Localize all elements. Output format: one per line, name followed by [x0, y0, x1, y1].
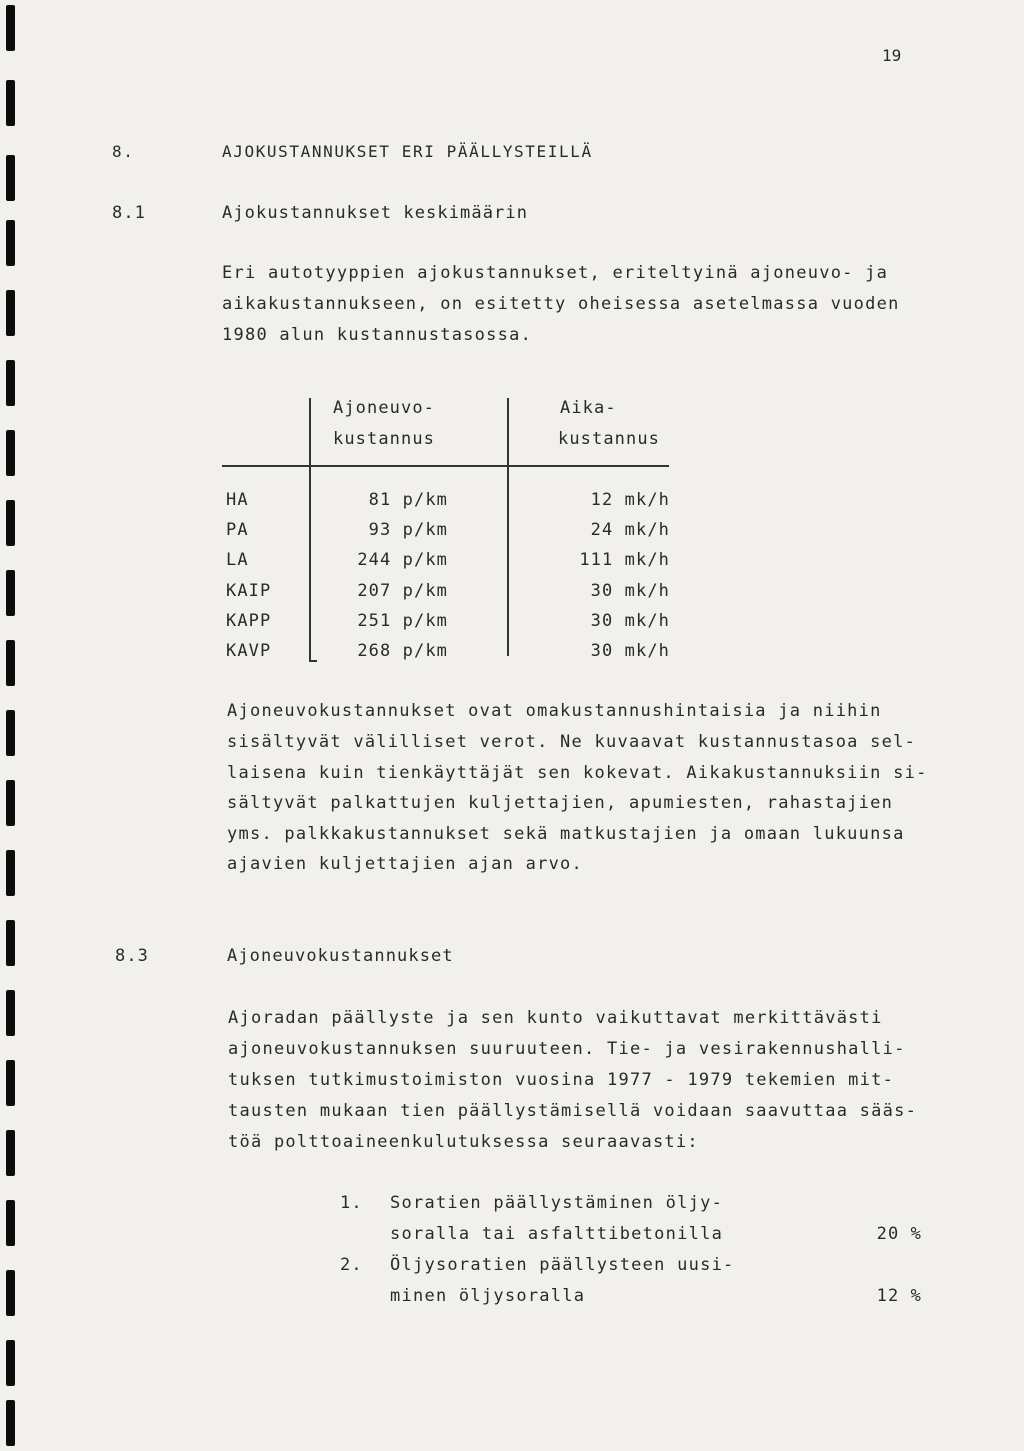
header-time-cost: Aika-	[560, 398, 617, 418]
binding-hole	[6, 920, 15, 966]
header-time-cost: kustannus	[558, 429, 661, 449]
paragraph-line: töä polttoaineenkulutuksessa seuraavasti:	[228, 1132, 699, 1152]
paragraph-line: tausten mukaan tien päällystämisellä voidaan saavuttaa sääs-	[228, 1101, 918, 1121]
list-item-text: minen öljysoralla	[390, 1286, 586, 1306]
intro-line: aikakustannukseen, on esitetty oheisessa asetelmassa vuoden	[222, 294, 900, 314]
binding-hole	[6, 360, 15, 406]
header-vehicle-cost: kustannus	[333, 429, 436, 449]
row-vehicle-cost: 81 p/km	[368, 490, 448, 510]
binding-hole	[6, 710, 15, 756]
binding-hole	[6, 430, 15, 476]
paragraph-line: yms. palkkakustannukset sekä matkustajien ja omaan lukuunsa	[227, 824, 905, 844]
table-divider-left	[309, 398, 311, 661]
list-item-text: Öljysoratien päällysteen uusi-	[390, 1255, 735, 1275]
table-divider-right	[507, 398, 509, 656]
paragraph-line: Ajoneuvokustannukset ovat omakustannushintaisia ja niihin	[227, 701, 882, 721]
binding-hole	[6, 1340, 15, 1386]
list-item-text: Soratien päällystäminen öljy-	[390, 1193, 724, 1213]
binding-hole	[6, 1400, 15, 1446]
table-corner-mark	[309, 660, 317, 662]
binding-hole	[6, 1200, 15, 1246]
row-type: KAPP	[226, 611, 272, 631]
row-type: LA	[226, 550, 249, 570]
subsection-number: 8.1	[112, 203, 147, 223]
row-vehicle-cost: 244 p/km	[357, 550, 448, 570]
row-vehicle-cost: 251 p/km	[357, 611, 448, 631]
row-type: KAIP	[226, 581, 272, 601]
row-time-cost: 12 mk/h	[590, 490, 670, 510]
binding-hole	[6, 990, 15, 1036]
intro-line: 1980 alun kustannustasossa.	[222, 325, 533, 345]
binding-hole	[6, 570, 15, 616]
binding-hole	[6, 155, 15, 201]
binding-hole	[6, 640, 15, 686]
paragraph-line: ajoneuvokustannuksen suuruuteen. Tie- ja vesirakennushalli-	[228, 1039, 906, 1059]
binding-hole	[6, 1130, 15, 1176]
binding-hole	[6, 290, 15, 336]
page-number: 19	[882, 46, 902, 65]
list-item-number: 2.	[340, 1255, 363, 1275]
list-item-text: soralla tai asfalttibetonilla	[390, 1224, 724, 1244]
paragraph-line: ajavien kuljettajien ajan arvo.	[227, 854, 584, 874]
paragraph-line: tuksen tutkimustoimiston vuosina 1977 - 1979 tekemien mit-	[228, 1070, 895, 1090]
row-time-cost: 30 mk/h	[590, 611, 670, 631]
row-vehicle-cost: 207 p/km	[357, 581, 448, 601]
row-type: KAVP	[226, 641, 272, 661]
section-title: AJOKUSTANNUKSET ERI PÄÄLLYSTEILLÄ	[222, 142, 593, 161]
row-vehicle-cost: 268 p/km	[357, 641, 448, 661]
list-item-number: 1.	[340, 1193, 363, 1213]
subsection-title: Ajoneuvokustannukset	[227, 946, 454, 966]
binding-hole	[6, 1060, 15, 1106]
header-vehicle-cost: Ajoneuvo-	[333, 398, 436, 418]
table-header-rule	[222, 465, 669, 467]
row-type: HA	[226, 490, 249, 510]
row-time-cost: 111 mk/h	[579, 550, 670, 570]
binding-hole	[6, 780, 15, 826]
row-time-cost: 30 mk/h	[590, 581, 670, 601]
paragraph-line: sältyvät palkattujen kuljettajien, apumiesten, rahastajien	[227, 793, 894, 813]
list-item-value: 12 %	[876, 1286, 922, 1306]
paragraph-line: laisena kuin tienkäyttäjät sen kokevat. Aikakustannuksiin si-	[227, 763, 928, 783]
intro-line: Eri autotyyppien ajokustannukset, eriteltyinä ajoneuvo- ja	[222, 263, 889, 283]
row-time-cost: 30 mk/h	[590, 641, 670, 661]
binding-hole	[6, 220, 15, 266]
binding-hole	[6, 1270, 15, 1316]
binding-hole	[6, 500, 15, 546]
binding-hole	[6, 80, 15, 126]
section-number: 8.	[112, 142, 135, 161]
subsection-title: Ajokustannukset keskimäärin	[222, 203, 529, 223]
binding-hole	[6, 850, 15, 896]
row-time-cost: 24 mk/h	[590, 520, 670, 540]
paragraph-line: sisältyvät välilliset verot. Ne kuvaavat kustannustasoa sel-	[227, 732, 917, 752]
binding-hole	[6, 5, 15, 51]
paragraph-line: Ajoradan päällyste ja sen kunto vaikuttavat merkittävästi	[228, 1008, 883, 1028]
row-vehicle-cost: 93 p/km	[368, 520, 448, 540]
row-type: PA	[226, 520, 249, 540]
list-item-value: 20 %	[876, 1224, 922, 1244]
subsection-number: 8.3	[115, 946, 150, 966]
